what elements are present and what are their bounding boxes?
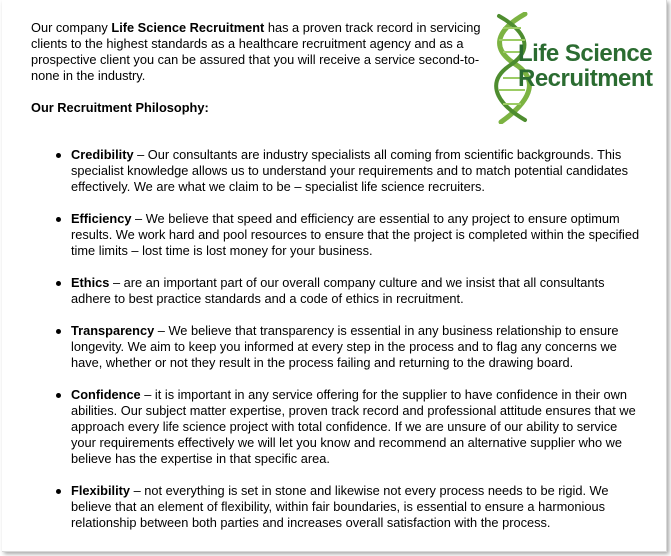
item-text: – not everything is set in stone and likewise not every process needs to be rigid. We believe that an element of flexibility, within fair boundaries, is essential to ensure a harmonious relationship between both parties and increases overall satisfaction with the process. — [71, 483, 609, 530]
item-term: Transparency — [71, 323, 155, 338]
philosophy-list — [2, 147, 642, 547]
bullet-icon — [56, 329, 61, 334]
item-term: Flexibility — [71, 483, 131, 498]
item-text: – We believe that speed and efficiency are essential to any project to ensure optimum results. We work hard and pool resources to ensure that the project is completed within the specified time limits – lost time is lost money for your business. — [71, 211, 640, 258]
list-item-flexibility — [2, 483, 642, 531]
logo-text-line1: Life Science — [518, 40, 653, 67]
list-item-transparency — [2, 323, 642, 371]
intro-before: Our company — [31, 20, 112, 35]
item-text: – are an important part of our overall company culture and we insist that all consultants adhere to best practice standards and a code of ethics in recruitment. — [71, 275, 605, 306]
bullet-icon — [56, 393, 61, 398]
list-item-ethics — [2, 275, 642, 307]
item-text: – We believe that transparency is essential in any business relationship to ensure longevity. We aim to keep you informed at every step in the process and to flag any concerns we have, whether or not they result in the process failing and returning to the drawing board. — [71, 323, 619, 370]
item-term: Ethics — [71, 275, 110, 290]
list-item-confidence — [2, 387, 642, 467]
philosophy-heading: Our Recruitment Philosophy: — [31, 100, 209, 115]
content-panel — [2, 0, 667, 552]
logo-text-line2: Recruitment — [518, 65, 653, 92]
item-term: Efficiency — [71, 211, 132, 226]
item-text: – Our consultants are industry specialists all coming from scientific backgrounds. This specialist knowledge allows us to understand your requirements and to match potential candidates effectively. We are what we claim to be – specialist life science recruiters. — [71, 147, 628, 194]
intro-after: has a proven track record in servicing clients to the highest standards as a healthcare recruitment agency and as a prospective client you can be assured that you will receive a service second-to-none in the industry. — [31, 20, 481, 83]
list-item-efficiency — [2, 211, 642, 259]
item-term: Credibility — [71, 147, 134, 162]
bullet-icon — [56, 281, 61, 286]
company-name: Life Science Recruitment — [111, 20, 265, 35]
item-term: Confidence — [71, 387, 141, 402]
intro-paragraph — [31, 20, 481, 84]
company-logo — [485, 12, 655, 124]
list-item-credibility — [2, 147, 642, 195]
bullet-icon — [56, 489, 61, 494]
bullet-icon — [56, 217, 61, 222]
bullet-icon — [56, 153, 61, 158]
item-text: – it is important in any service offering for the supplier to have confidence in their own abilities. Our subject matter expertise, proven track record and professional attitude ensures that we approach every life science project with total confidence. If we are unsure of our ability to service your requirements effectively we will let you know and recommend an alternative supplier who we believe has the expertise in that specific area. — [71, 387, 636, 466]
